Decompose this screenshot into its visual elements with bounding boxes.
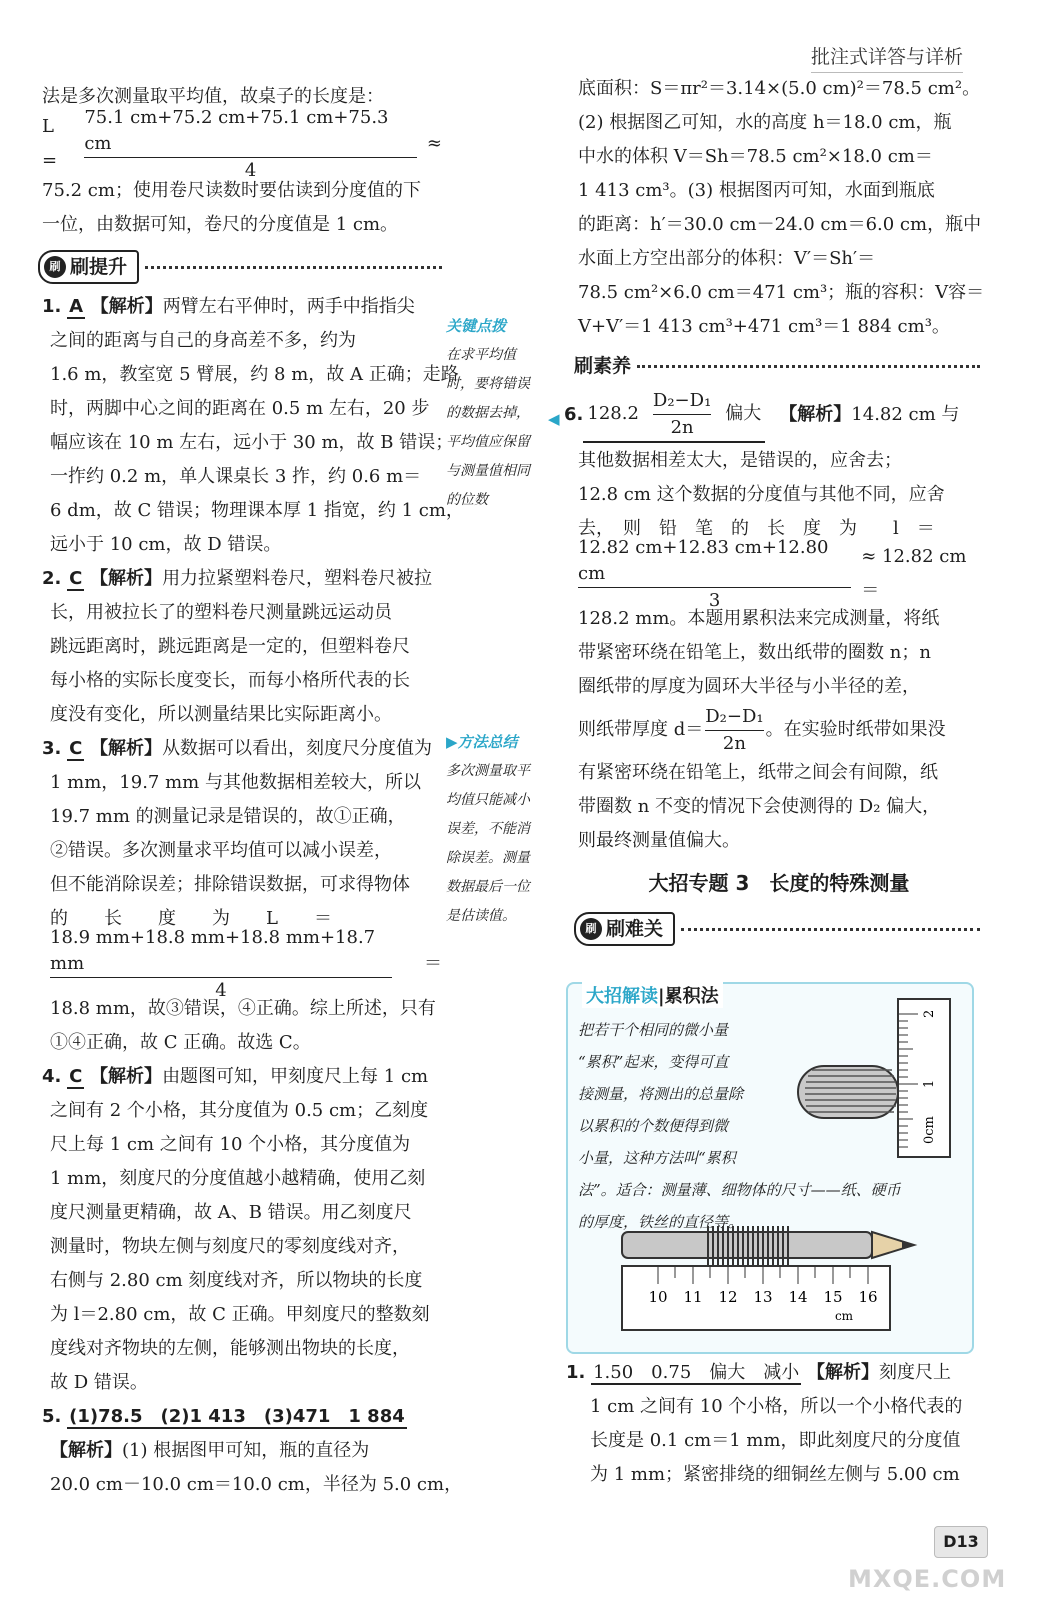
q1b-answer: 1.50 0.75 偏大 减小 [593,1362,800,1383]
text-line: 1 cm 之间有 10 个小格，所以一个小格代表的 [590,1396,963,1417]
ruler-label: 10 [648,1288,668,1306]
watermark: MXQE.COM [848,1565,1007,1593]
text-line: 6 dm，故 C 错误；物理课本厚 1 指宽，约 1 cm， [50,500,464,521]
ruler-label: 11 [683,1288,703,1306]
text-line: 为 1 mm；紧密排绕的细铜丝左侧与 5.00 cm [590,1464,960,1485]
text-line: 1 mm，刻度尺的分度值越小越精确，使用乙刻 [50,1168,426,1189]
text-line: 带紧密环绕在铅笔上，数出纸带的圈数 n；n [578,642,931,663]
section-badge: 刷 刷提升 [38,250,139,284]
side-note-line: 多次测量取平 [446,763,530,779]
text-line: 一拃约 0.2 m，单人课桌长 3 拃，约 0.6 m＝ [50,466,422,487]
text-line: 远小于 10 cm，故 D 错误。 [50,534,282,555]
q3-answer: C [69,738,83,759]
text-line: 1 mm，19.7 mm 与其他数据相差较大，所以 [50,772,421,793]
text-line: 带圈数 n 不变的情况下会使测得的 D₂ 偏大， [578,796,941,817]
text-line: ①④正确，故 C 正确。故选 C。 [50,1032,311,1053]
text-line: 水面上方空出部分的体积：V′＝Sh′＝ [578,248,876,269]
ruler-label: 15 [823,1288,843,1306]
side-note-line: 误差，不能消 [446,821,530,837]
text-line: 18.8 mm，故③错误，④正确。综上所述，只有 [50,998,436,1019]
text-line: 长度是 0.1 cm＝1 mm，即此刻度尺的分度值 [590,1430,961,1451]
denominator: 4 [244,159,257,181]
text-line: 中水的体积 V＝Sh＝78.5 cm²×18.0 cm＝ [578,146,933,167]
text-line: 其他数据相差太大，是错误的，应舍去； [578,450,902,471]
text-line: 时，两脚中心之间的距离在 0.5 m 左右，20 步 [50,398,430,419]
q6-answer: 128.2 $\frac{\text{D₂−D₁}}{2n}$ 偏大 [583,388,765,443]
method-explanation-box [566,982,974,1354]
section-header-shua-tisheng [38,246,442,288]
section-badge: 刷 刷难关 [574,912,675,946]
topic-title: 大招专题 3 长度的特殊测量 [648,871,910,895]
dotted-rule [145,266,442,269]
q5-first-line: 5. (1)78.5 (2)1 413 (3)471 1 884 [42,1406,405,1427]
section-header-shua-nanguan [574,908,980,950]
text-line: 则最终测量值偏大。 [578,830,740,851]
formula-average-length [42,106,442,181]
text-line: 右侧与 2.80 cm 刻度线对齐，所以物块的长度 [50,1270,423,1291]
text-line: 法是多次测量取平均值，故桌子的长度是： [42,86,384,107]
text-line: 幅应该在 10 m 左右，远小于 30 m，故 B 错误； [50,432,454,453]
arrow-right-icon: ▶ [446,733,458,751]
ruler-label: 16 [858,1288,878,1306]
text-line: 1 413 cm³。(3) 根据图丙可知，水面到瓶底 [578,180,935,201]
box-line: 的厚度，铁丝的直径等。 [578,1213,744,1231]
dotted-rule [681,928,980,931]
q2-answer: C [69,568,83,589]
q6-thickness-line: 则纸带厚度 d＝ $\frac{\text{D₂−D₁}}{2n}$ 。在实验时纸带如果没 [578,704,980,756]
q1-answer: A [69,296,84,317]
ruler-label: 2 [922,1009,937,1018]
text-line: 20.0 cm－10.0 cm＝10.0 cm，半径为 5.0 cm， [50,1474,463,1495]
section-header-shua-suyang [574,348,980,384]
box-line: 法”。适合：测量薄、细物体的尺寸——纸、硬币 [578,1181,901,1199]
side-note-title: 关键点拨 [446,317,507,335]
side-note-line: 平均值应保留 [446,434,530,450]
text-line: 有紧密环绕在铅笔上，纸带之间会有间隙，纸 [578,762,938,783]
text-line: 之间的距离与自己的身高差不多，约为 [50,330,356,351]
text-line: 度没有变化，所以测量结果比实际距离小。 [50,704,392,725]
text-line: ②错误。多次测量求平均值可以减小误差， [50,840,392,861]
text-line: 之间有 2 个小格，其分度值为 0.5 cm；乙刻度 [50,1100,429,1121]
arrow-left-icon: ◀ [548,410,560,428]
text-line: 为 l＝2.80 cm，故 C 正确。甲刻度尺的整数刻 [50,1304,430,1325]
box-line: “累积”起来，变得可直 [578,1053,729,1071]
numerator: 18.9 mm+18.8 mm+18.8 mm+18.7 mm [50,926,376,974]
text-line: 去， 则 铅 笔 的 长 度 为 l ＝ [578,518,935,539]
text-line: 1.6 m，教室宽 5 臂展，约 8 m，故 A 正确；走路 [50,364,459,385]
q5-analysis-line: 【解析】(1) 根据图甲可知，瓶的直径为 [50,1440,370,1461]
q5-answer: (1)78.5 (2)1 413 (3)471 1 884 [69,1406,405,1427]
side-note-line: 除误差。测量 [446,850,530,866]
formula-op: ≈ [426,133,442,154]
box-line: 接测量，将测出的总量除 [578,1085,744,1103]
side-note-line: 时，要将错误 [446,376,530,392]
text-line: 故 D 错误。 [50,1372,148,1393]
text-line: 的 长 度 为 L ＝ [50,908,332,929]
text-line: 78.5 cm²×6.0 cm＝471 cm³；瓶的容积：V容＝ [578,282,985,303]
sheet-stack-icon [798,1066,898,1118]
side-note-key-point [446,312,530,515]
q2-first-line: 2. C 【解析】用力拉紧塑料卷尺，塑料卷尺被拉 [42,568,433,589]
text-line: 的距离：h′＝30.0 cm－24.0 cm＝6.0 cm，瓶中 [578,214,982,235]
text-line: 128.2 mm。本题用累积法来完成测量，将纸 [578,608,940,629]
q4-first-line: 4. C 【解析】由题图可知，甲刻度尺上每 1 cm [42,1066,429,1087]
q4-answer: C [69,1066,83,1087]
right-column [564,72,985,952]
text-line: 度尺测量更精确，故 A、B 错误。用乙刻度尺 [50,1202,412,1223]
q6-first-line: 6. 128.2 $\frac{\text{D₂−D₁}}{2n}$ 偏大 【解析】 14.82 cm 与 [564,386,980,444]
formula-op: ＝ [424,953,442,974]
page-number: D13 [934,1526,988,1558]
text-line: 每小格的实际长度变长，而每小格所代表的长 [50,670,410,691]
text-line: V+V′＝1 413 cm³+471 cm³＝1 884 cm³。 [578,316,950,337]
text-line: 一位，由数据可知，卷尺的分度值是 1 cm。 [42,214,399,235]
denominator: 4 [215,979,227,1001]
text-line: 跳远距离时，跳远距离是一定的，但塑料卷尺 [50,636,410,657]
ruler-label: 14 [788,1288,808,1306]
box-line: 小量，这种方法叫“累积 [578,1149,736,1167]
text-line: 19.7 mm 的测量记录是错误的，故①正确， [50,806,406,827]
text-line: 圈纸带的厚度为圆环大半径与小半径的差， [578,676,920,697]
special-topic-q1 [566,1356,980,1492]
fraction: $\frac{\text{D₂−D₁}}{2n}$ [652,389,712,438]
side-note-line: 与测量值相同 [446,463,530,479]
side-note-line: 的位数 [446,492,488,508]
text-line: (2) 根据图乙可知，水的高度 h＝18.0 cm，瓶 [578,112,952,133]
dotted-rule [637,365,980,368]
formula-var: L = [42,116,58,171]
ruler-label: 0cm [922,1116,937,1144]
ruler-label: 12 [718,1288,738,1306]
text-line: 12.8 cm 这个数据的分度值与其他不同，应舍 [578,484,945,505]
brush-icon: 刷 [44,256,66,278]
box-line: 把若干个相同的微小量 [578,1021,729,1039]
text-line: 度线对齐物块的左侧，能够测出物块的长度， [50,1338,410,1359]
text-line: 长，用被拉长了的塑料卷尺测量跳远运动员 [50,602,392,623]
numerator: 75.1 cm+75.2 cm+75.1 cm+75.3 cm [84,106,389,154]
formula-op: ≈ 12.82 cm＝ [861,546,967,601]
brush-icon: 刷 [580,918,602,940]
formula-q3 [42,926,442,1001]
text-line: 但不能消除误差；排除错误数据，可求得物体 [50,874,410,895]
side-note-method [446,728,530,931]
side-note-line: 在求平均值 [446,347,516,363]
denominator: 3 [708,589,721,611]
formula-q6 [578,536,980,611]
side-note-line: 是估读值。 [446,908,516,924]
stacked-sheets-ruler-figure [788,994,963,1164]
fraction: $\frac{\text{D₂−D₁}}{2n}$ [705,705,764,754]
text-line: 测量时，物块左侧与刻度尺的零刻度线对齐， [50,1236,410,1257]
q1b-first-line: 1. 1.50 0.75 偏大 减小 【解析】刻度尺上 [566,1362,951,1383]
side-note-line: 的数据去掉， [446,405,530,421]
ruler-unit-label: cm [834,1309,854,1323]
text-line: 尺上每 1 cm 之间有 10 个小格，其分度值为 [50,1134,411,1155]
ruler-label: 13 [753,1288,773,1306]
section-badge: 刷素养 [574,355,632,377]
page-header-title: 批注式详答与详析 [811,42,963,73]
ruler-label: 1 [922,1079,937,1088]
box-line: 以累积的个数便得到微 [578,1117,729,1135]
side-note-line: 数据最后一位 [446,879,530,895]
pencil-wire-ruler-figure [618,1216,918,1334]
q3-first-line: 3. C 【解析】从数据可以看出，刻度尺分度值为 [42,738,433,759]
side-note-title: ▶方法总结 [446,733,518,751]
fraction [84,105,417,184]
box-heading: 大招解读|累积法 [582,982,723,1008]
q1-first-line: 1. A 【解析】两臂左右平伸时，两手中指指尖 [42,296,415,317]
side-note-line: 均值只能减小 [446,792,530,808]
text-line: 75.2 cm；使用卷尺读数时要估读到分度值的下 [42,180,421,201]
text-line: 底面积：S＝πr²＝3.14×(5.0 cm)²＝78.5 cm²。 [578,78,981,99]
left-column [42,80,464,1502]
numerator: 12.82 cm+12.83 cm+12.80 cm [578,536,829,584]
